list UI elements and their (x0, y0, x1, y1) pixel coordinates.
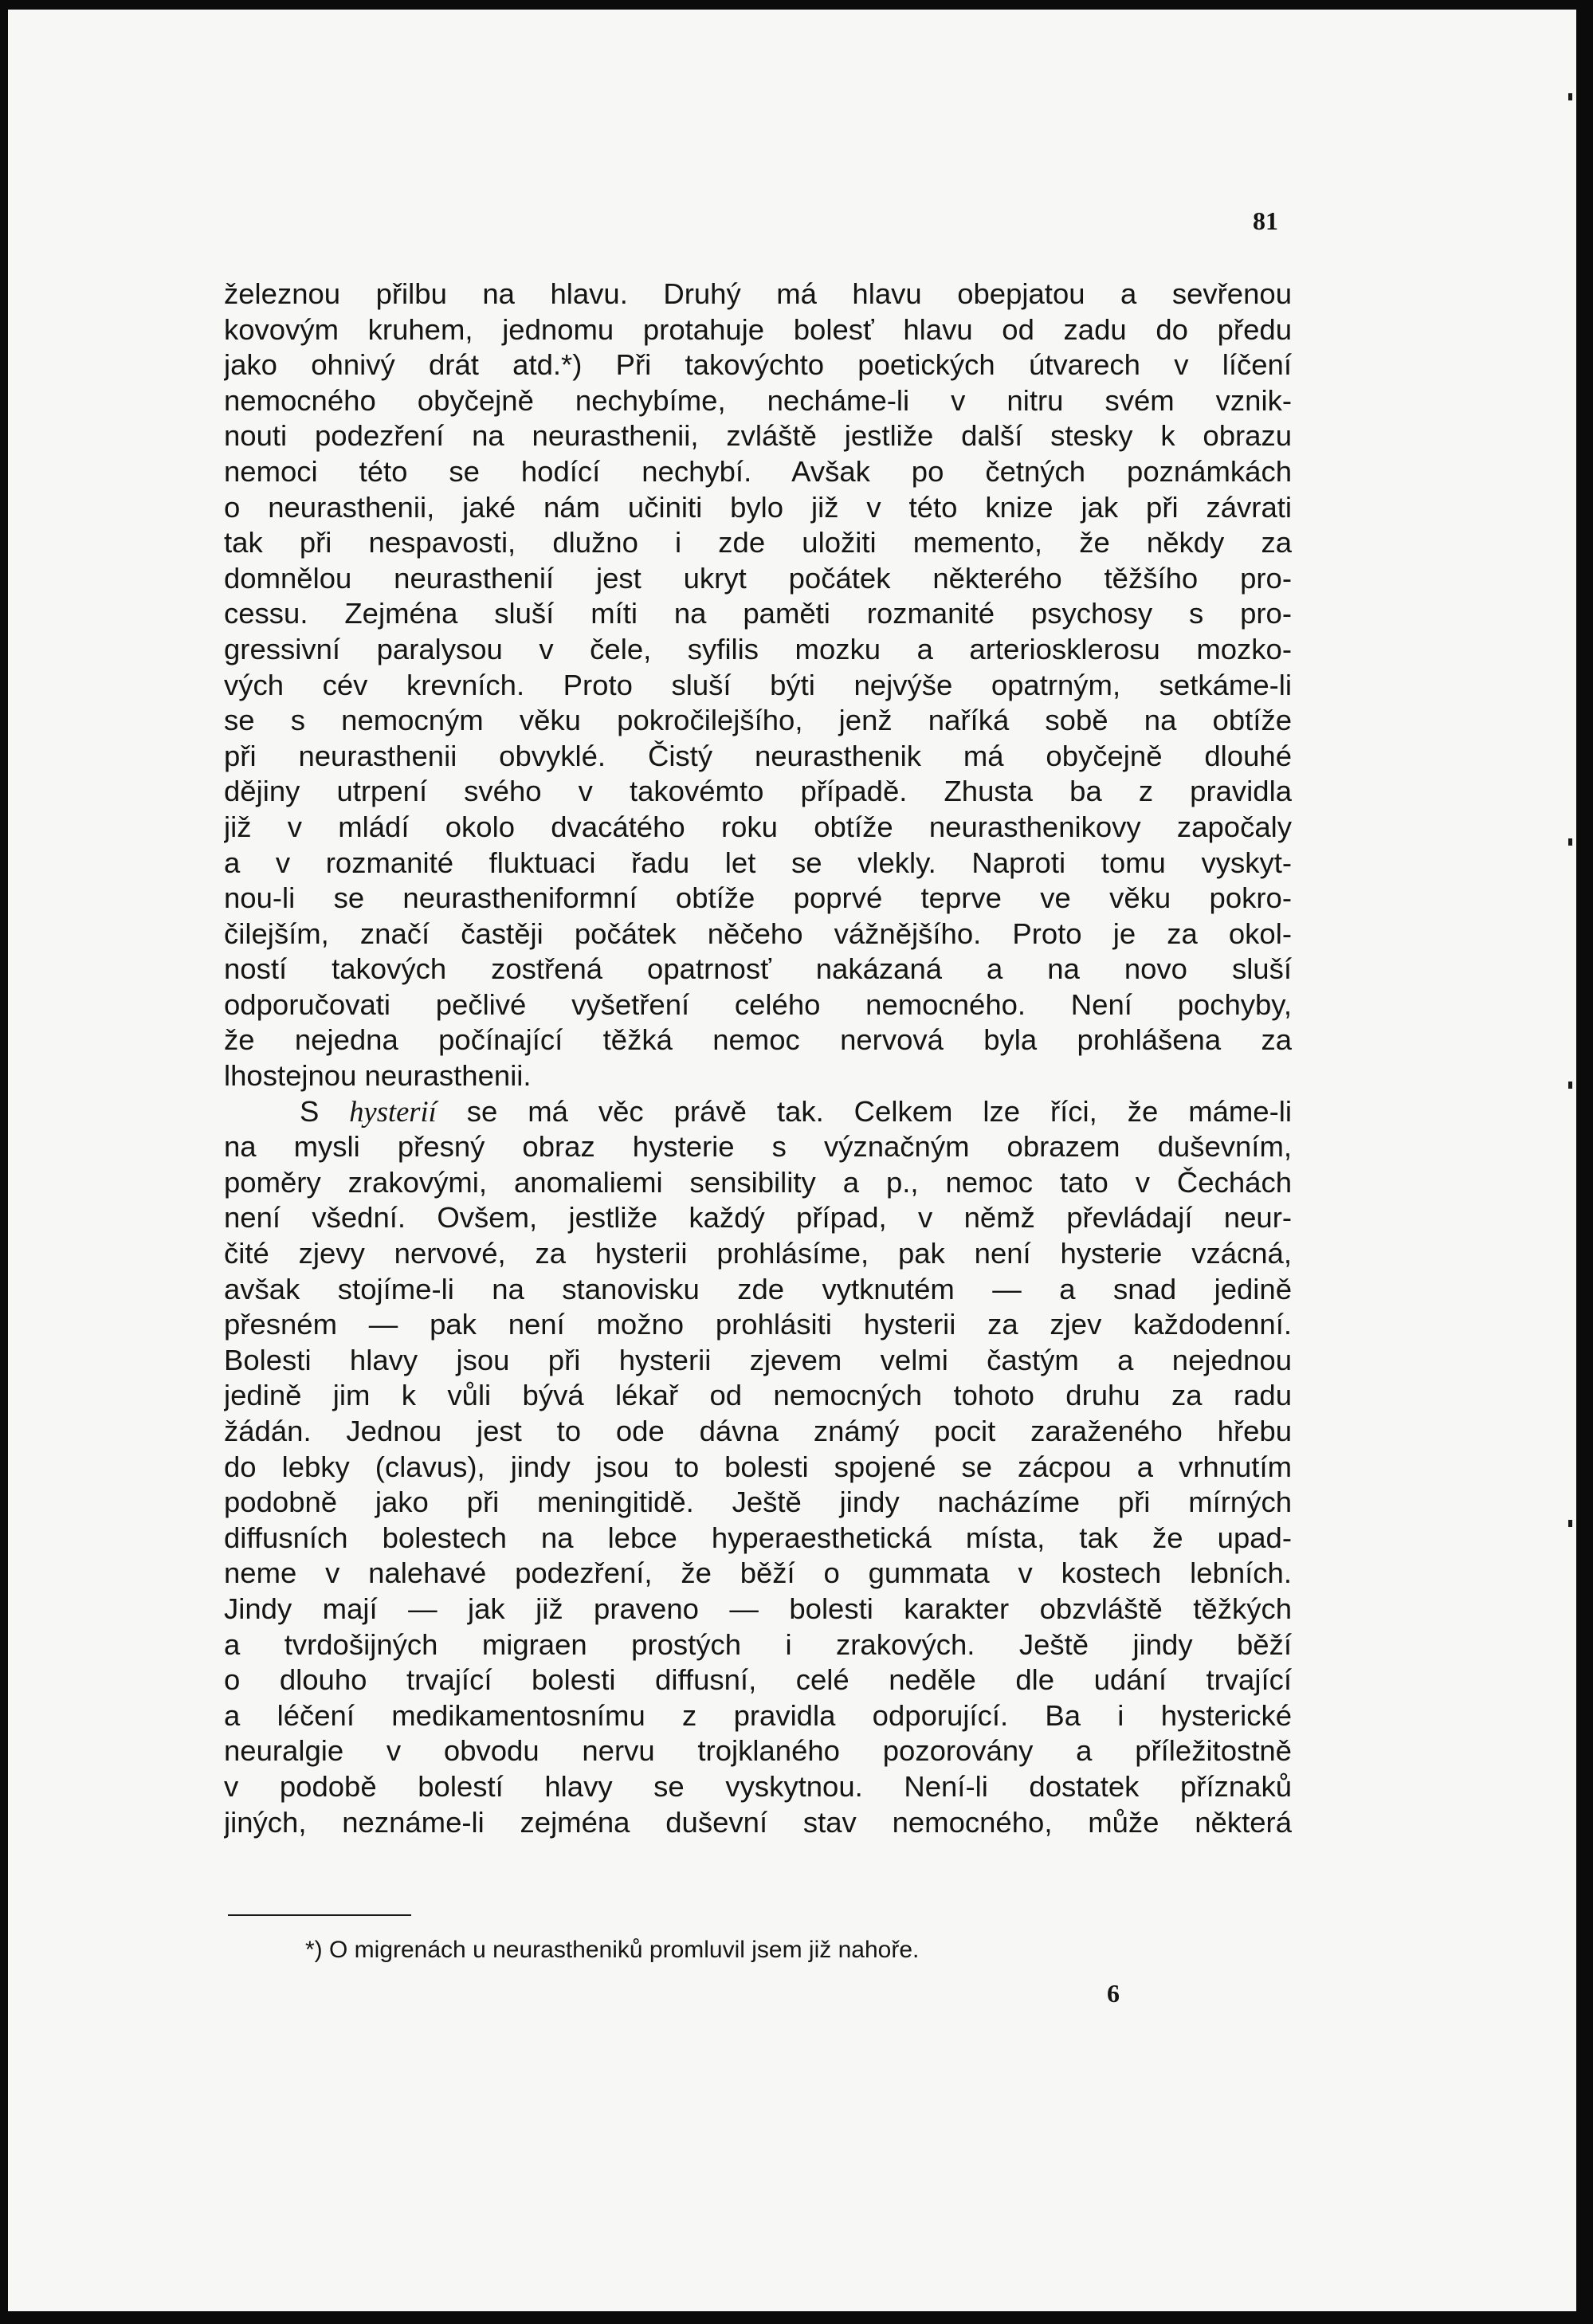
text-line: neuralgie v obvodu nervu trojklaného pozorovány a příležitostně (224, 1734, 1292, 1768)
text-line: žádán. Jednou jest to ode dávna známý pocit zaraženého hřebu (224, 1415, 1292, 1447)
text-line: Jindy mají — jak již praveno — bolesti karakter obzvláště těžkých (224, 1592, 1292, 1625)
book-page (8, 10, 1576, 2311)
text-line: o dlouho trvající bolesti diffusní, celé neděle dle udání trvající (224, 1663, 1292, 1697)
text-line: železnou přilbu na hlavu. Druhý má hlavu obepjatou a sevřenou (224, 277, 1292, 310)
edge-mark (1568, 93, 1572, 100)
text-line: odporučovati pečlivé vyšetření celého nemocného. Není pochyby, (224, 987, 1292, 1021)
text-line: ností takových zostřená opatrnosť nakázaná a na novo sluší (224, 952, 1292, 986)
text-line: o neurasthenii, jaké nám učiniti bylo již v této knize jak při závrati (224, 490, 1292, 524)
text-line: jedině jim k vůli bývá lékař od nemocných tohoto druhu za radu (224, 1379, 1292, 1412)
text-line: jiných, neznáme-li zejména duševní stav nemocného, může některá (224, 1805, 1292, 1839)
signature-mark: 6 (1107, 1979, 1120, 2008)
text-line: přesném — pak není možno prohlásiti hysterii za zjev každodenní. (224, 1308, 1292, 1341)
text-line: na mysli přesný obraz hysterie s význačným obrazem duševním, (224, 1130, 1292, 1164)
text-line: nou-li se neurastheniformní obtíže poprvé teprve ve věku pokro- (224, 881, 1292, 915)
text-line: gressivní paralysou v čele, syfilis mozku a arteriosklerosu mozko- (224, 632, 1292, 665)
text-fragment: S (300, 1094, 350, 1128)
text-line: diffusních bolestech na lebce hyperaesthetická místa, tak že upad- (224, 1521, 1292, 1554)
text-line: a v rozmanité fluktuaci řadu let se vlekly. Naproti tomu vyskyt- (224, 846, 1292, 879)
edge-mark (1568, 838, 1572, 846)
text-line: nouti podezření na neurasthenii, zvláště jestliže další stesky k obrazu (224, 419, 1292, 453)
footnote-divider (228, 1914, 411, 1916)
text-line: kovovým kruhem, jednomu protahuje bolesť hlavu od zadu do předu (224, 312, 1292, 346)
page-number: 81 (1253, 206, 1278, 235)
edge-mark (1568, 1520, 1572, 1527)
text-line: avšak stojíme-li na stanovisku zde vytknutém — a snad jedině (224, 1272, 1292, 1305)
footnote: *) O migrenách u neurastheniků promluvil jsem již nahoře. (305, 1937, 920, 1963)
text-line: Bolesti hlavy jsou při hysterii zjevem velmi častým a nejednou (224, 1343, 1292, 1376)
text-line: jako ohnivý drát atd.*) Při takovýchto poetických útvarech v líčení (224, 348, 1292, 382)
text-line: domnělou neurasthenií jest ukryt počátek některého těžšího pro- (224, 561, 1292, 595)
text-line: čité zjevy nervové, za hysterii prohlásíme, pak není hysterie vzácná, (224, 1237, 1292, 1270)
italic-term: hysterií (349, 1094, 437, 1128)
text-line: není všední. Ovšem, jestliže každý případ, v němž převládají neur- (224, 1201, 1292, 1235)
text-line: cessu. Zejména sluší míti na paměti rozmanité psychosy s pro- (224, 597, 1292, 630)
text-line: lhostejnou neurasthenii. (224, 1059, 532, 1093)
text-line: že nejedna počínající těžká nemoc nervová byla prohlášena za (224, 1023, 1292, 1057)
text-line: dějiny utrpení svého v takovémto případě. Zhusta ba z pravidla (224, 775, 1292, 808)
text-line: a léčení medikamentosnímu z pravidla odporující. Ba i hysterické (224, 1698, 1292, 1732)
text-line: vých cév krevních. Proto sluší býti nejvýše opatrným, setkáme-li (224, 668, 1292, 701)
text-line: při neurasthenii obvyklé. Čistý neurasthenik má obyčejně dlouhé (224, 739, 1292, 772)
text-line: se s nemocným věku pokročilejšího, jenž naříká sobě na obtíže (224, 704, 1292, 737)
text-line: nemocného obyčejně nechybíme, necháme-li v nitru svém vznik- (224, 383, 1292, 417)
text-line: podobně jako při meningitidě. Ještě jindy nacházíme při mírných (224, 1486, 1292, 1519)
text-line: již v mládí okolo dvacátého roku obtíže neurasthenikovy započaly (224, 810, 1292, 843)
text-line: poměry zrakovými, anomaliemi sensibility a p., nemoc tato v Čechách (224, 1165, 1292, 1199)
text-line: do lebky (clavus), jindy jsou to bolesti spojené se zácpou a vrhnutím (224, 1450, 1292, 1483)
edge-mark (1568, 1082, 1572, 1089)
text-line: nemoci této se hodící nechybí. Avšak po četných poznámkách (224, 454, 1292, 488)
paragraph-first-line (224, 1094, 1292, 1130)
text-line: tak při nespavosti, dlužno i zde uložiti memento, že někdy za (224, 526, 1292, 559)
text-line: neme v nalehavé podezření, že běží o gummata v kostech lebních. (224, 1557, 1292, 1590)
text-line: v podobě bolestí hlavy se vyskytnou. Není-li dostatek příznaků (224, 1769, 1292, 1803)
text-fragment: se má věc právě tak. Celkem lze říci, že máme-li (436, 1094, 1292, 1128)
text-line: čilejším, značí častěji počátek něčeho vážnějšího. Proto je za okol- (224, 917, 1292, 950)
text-line: a tvrdošijných migraen prostých i zrakových. Ještě jindy běží (224, 1627, 1292, 1661)
body-text (224, 277, 1292, 1840)
